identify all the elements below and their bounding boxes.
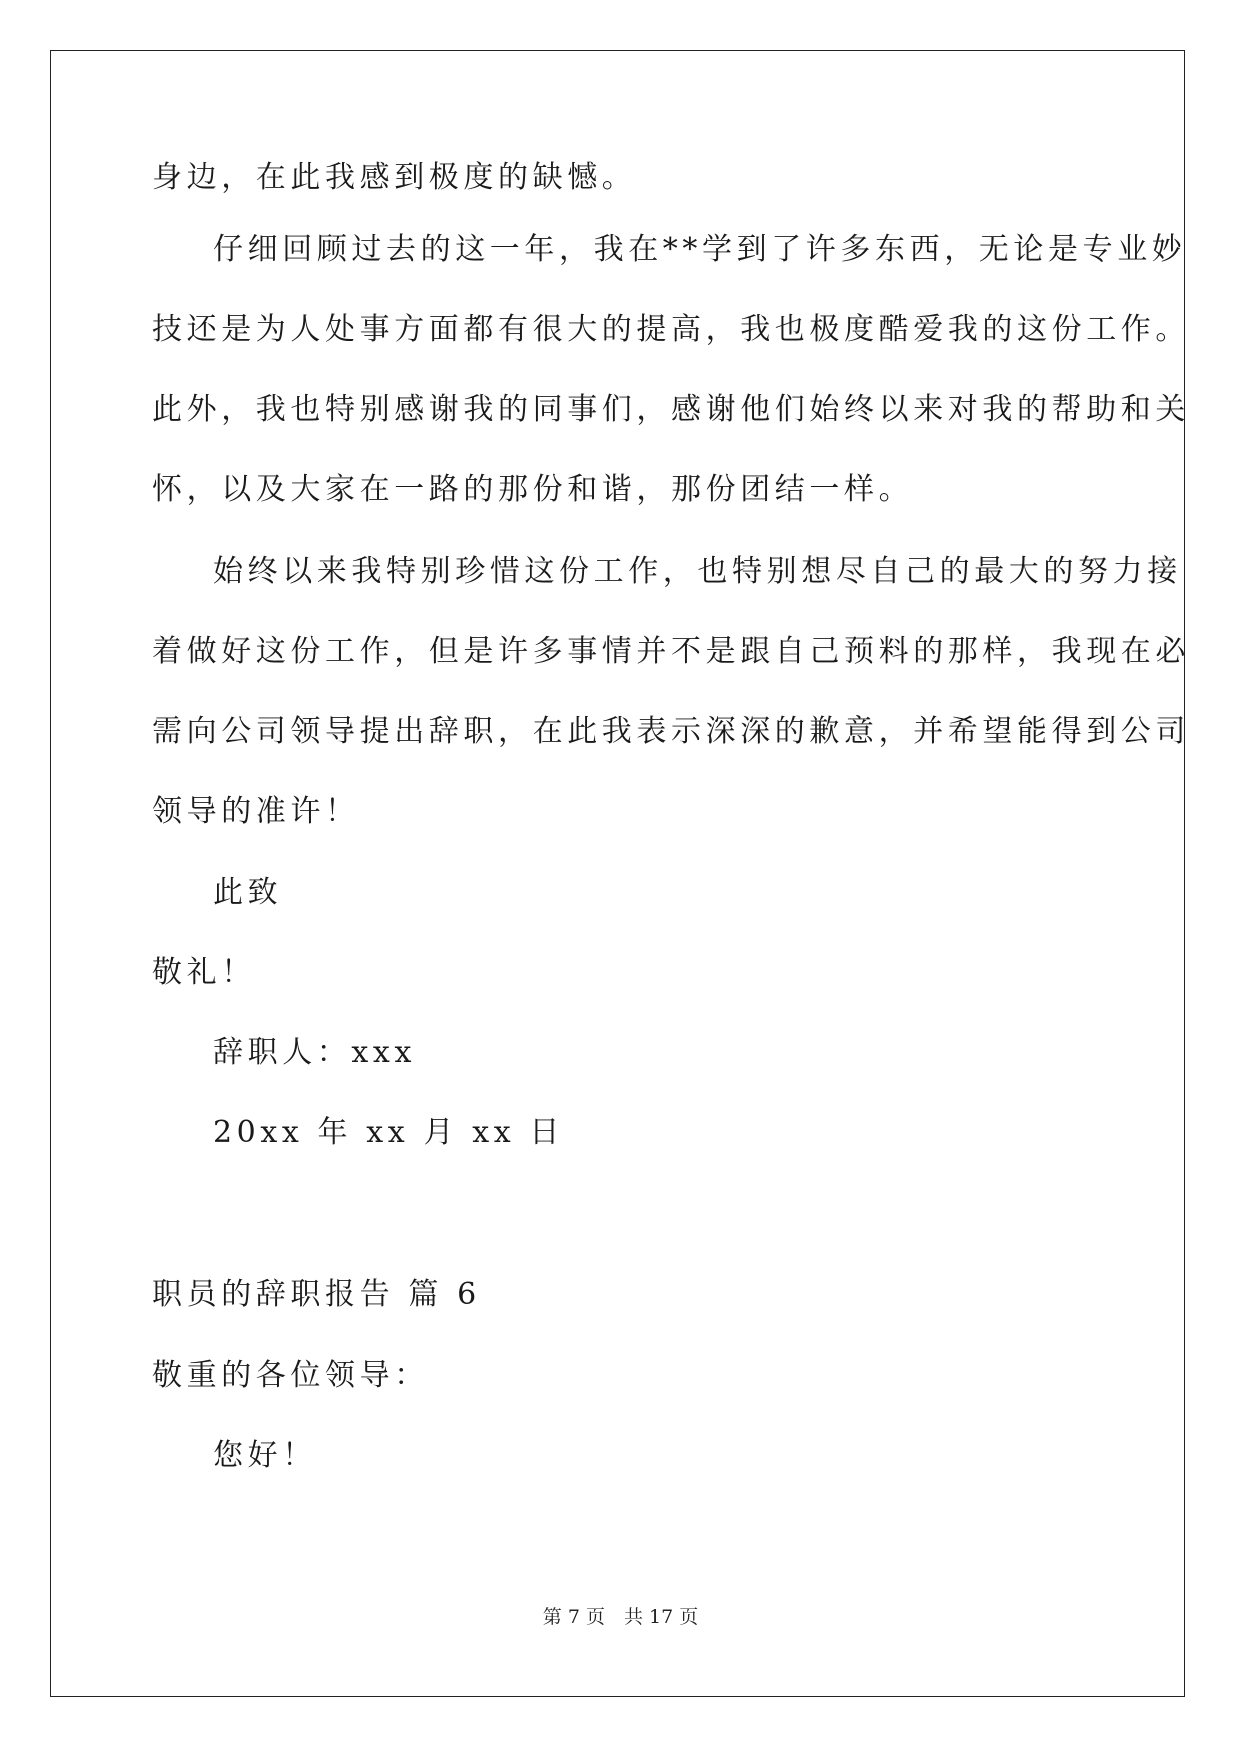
section-heading: 职员的辞职报告 篇 6	[152, 1277, 481, 1312]
paragraph-line: 身边，在此我感到极度的缺憾。	[152, 160, 637, 195]
paragraph-line: 着做好这份工作，但是许多事情并不是跟自己预料的那样，我现在必	[152, 634, 1190, 669]
paragraph-line: 仔细回顾过去的这一年，我在**学到了许多东西，无论是专业妙	[213, 232, 1187, 267]
signature-date: 20xx 年 xx 月 xx 日	[213, 1115, 564, 1150]
closing-regards: 敬礼！	[152, 955, 256, 990]
letter-opening: 您好！	[213, 1438, 317, 1473]
signatory: 辞职人：xxx	[213, 1035, 416, 1070]
paragraph-line: 此外，我也特别感谢我的同事们，感谢他们始终以来对我的帮助和关	[152, 392, 1190, 427]
paragraph-line: 需向公司领导提出辞职，在此我表示深深的歉意，并希望能得到公司	[152, 714, 1190, 749]
letter-greeting: 敬重的各位领导：	[152, 1358, 429, 1393]
closing-salutation: 此致	[213, 875, 283, 910]
paragraph-line: 领导的准许！	[152, 794, 360, 829]
page-number-footer: 第 7 页 共 17 页	[542, 1606, 699, 1628]
paragraph-line: 技还是为人处事方面都有很大的提高，我也极度酷爱我的这份工作。	[152, 312, 1190, 347]
paragraph-line: 始终以来我特别珍惜这份工作，也特别想尽自己的最大的努力接	[213, 554, 1182, 589]
paragraph-line: 怀，以及大家在一路的那份和谐，那份团结一样。	[152, 472, 914, 507]
